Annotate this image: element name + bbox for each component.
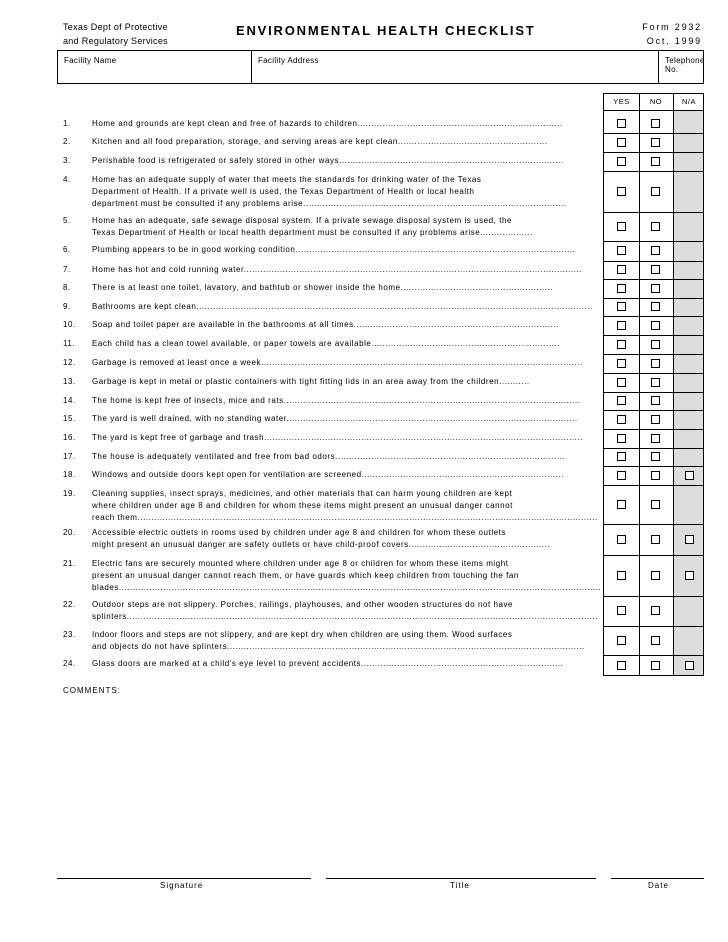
- yes-checkbox[interactable]: [617, 500, 626, 509]
- yes-checkbox[interactable]: [617, 284, 626, 293]
- item-text: Windows and outside doors kept open for ventilation are screened.........................................................................: [92, 470, 564, 479]
- item-number: 8.: [63, 283, 71, 292]
- facility-address-field[interactable]: [252, 51, 659, 83]
- row-divider: [604, 626, 703, 627]
- yes-checkbox[interactable]: [617, 606, 626, 615]
- row-divider: [604, 466, 703, 467]
- row-divider: [604, 392, 703, 393]
- telephone-field[interactable]: [659, 51, 705, 83]
- item-number: 7.: [63, 265, 71, 274]
- yes-checkbox[interactable]: [617, 187, 626, 196]
- row-divider: [604, 261, 703, 262]
- na-checkbox[interactable]: [685, 535, 694, 544]
- form-date: Oct. 1999: [646, 36, 702, 46]
- no-checkbox[interactable]: [651, 571, 660, 580]
- item-number: 18.: [63, 470, 76, 479]
- signature-label: Signature: [160, 881, 204, 890]
- item-text: Garbage is removed at least once a week....................................................................................................................: [92, 358, 583, 367]
- item-number: 15.: [63, 414, 76, 423]
- item-number: 10.: [63, 320, 76, 329]
- no-checkbox[interactable]: [651, 284, 660, 293]
- item-number: 4.: [63, 175, 71, 184]
- no-checkbox[interactable]: [651, 321, 660, 330]
- row-divider: [604, 279, 703, 280]
- item-text: Electric fans are securely mounted where children under age 8 or children for whom these items might present an unusual danger cannot reach them, or have guards which keep children from touching the fan blades..............................................................................................................................................................................: [92, 559, 602, 592]
- item-number: 20.: [63, 528, 76, 537]
- yes-checkbox[interactable]: [617, 157, 626, 166]
- no-checkbox[interactable]: [651, 661, 660, 670]
- item-text: Bathrooms are kept clean...............................................................................................................................................: [92, 302, 593, 311]
- facility-name-field[interactable]: [58, 51, 252, 83]
- row-divider: [604, 596, 703, 597]
- item-number: 19.: [63, 489, 76, 498]
- yes-checkbox[interactable]: [617, 378, 626, 387]
- row-divider: [604, 316, 703, 317]
- na-column-shade: [673, 111, 703, 675]
- no-checkbox[interactable]: [651, 396, 660, 405]
- signature-line[interactable]: [57, 878, 311, 879]
- title-line[interactable]: [326, 878, 596, 879]
- row-divider: [604, 429, 703, 430]
- yes-checkbox[interactable]: [617, 434, 626, 443]
- yes-checkbox[interactable]: [617, 138, 626, 147]
- no-checkbox[interactable]: [651, 222, 660, 231]
- date-label: Date: [648, 881, 669, 890]
- item-text: The home is kept free of insects, mice and rats...........................................................................................................: [92, 396, 581, 405]
- item-text: The house is adequately ventilated and free from bad odors...................................................................................: [92, 452, 566, 461]
- na-checkbox[interactable]: [685, 661, 694, 670]
- item-text: Cleaning supplies, insect sprays, medicines, and other materials that can harm young children are kept where children under age 8 and children for whom these items might present an unusual danger cannot reach them......................................................................................................................................................................: [92, 489, 598, 522]
- item-text: Each child has a clean towel available, or paper towels are available....................................................................: [92, 339, 560, 348]
- item-text: The yard is well drained, with no standing water.........................................................................................................: [92, 414, 578, 423]
- row-divider: [604, 133, 703, 134]
- yes-checkbox[interactable]: [617, 321, 626, 330]
- no-checkbox[interactable]: [651, 187, 660, 196]
- no-checkbox[interactable]: [651, 434, 660, 443]
- row-divider: [604, 298, 703, 299]
- item-number: 12.: [63, 358, 76, 367]
- facility-address-label: Facility Address: [258, 56, 319, 65]
- yes-checkbox[interactable]: [617, 265, 626, 274]
- na-column-header: N/A: [681, 97, 696, 106]
- item-number: 16.: [63, 433, 76, 442]
- form-number: [642, 20, 702, 48]
- agency-line-1: Texas Dept of Protective: [63, 22, 168, 32]
- row-divider: [604, 410, 703, 411]
- yes-checkbox[interactable]: [617, 396, 626, 405]
- column-divider: [673, 94, 674, 675]
- no-checkbox[interactable]: [651, 415, 660, 424]
- yes-checkbox[interactable]: [617, 222, 626, 231]
- yes-checkbox[interactable]: [617, 471, 626, 480]
- header-divider: [604, 110, 703, 111]
- item-text: Plumbing appears to be in good working condition.....................................................................................................: [92, 245, 576, 254]
- yes-checkbox[interactable]: [617, 119, 626, 128]
- yes-checkbox[interactable]: [617, 359, 626, 368]
- item-number: 3.: [63, 156, 71, 165]
- item-text: Accessible electric outlets in rooms used by children under age 8 and children for whom these outlets might present an unusual danger are safety outlets or have child-proof covers...................................................: [92, 528, 551, 549]
- no-checkbox[interactable]: [651, 157, 660, 166]
- facility-info-box: [57, 50, 704, 84]
- yes-checkbox[interactable]: [617, 340, 626, 349]
- item-text: Home and grounds are kept clean and free of hazards to children..........................................................................: [92, 119, 563, 128]
- facility-name-label: Facility Name: [64, 56, 117, 65]
- page-title: ENVIRONMENTAL HEALTH CHECKLIST: [236, 23, 536, 38]
- row-divider: [604, 152, 703, 153]
- row-divider: [604, 212, 703, 213]
- row-divider: [604, 241, 703, 242]
- form-number-text: Form 2932: [642, 22, 702, 32]
- item-number: 24.: [63, 659, 76, 668]
- yes-column-header: YES: [613, 97, 630, 106]
- item-number: 13.: [63, 377, 76, 386]
- agency-name: [63, 20, 168, 48]
- yes-checkbox[interactable]: [617, 246, 626, 255]
- item-text: Home has hot and cold running water..........................................................................................................................: [92, 265, 583, 274]
- item-text: Garbage is kept in metal or plastic containers with tight fitting lids in an area away from the children...........: [92, 377, 530, 386]
- row-divider: [604, 354, 703, 355]
- comments-label: COMMENTS:: [63, 686, 121, 695]
- column-divider: [639, 94, 640, 675]
- no-checkbox[interactable]: [651, 606, 660, 615]
- no-checkbox[interactable]: [651, 246, 660, 255]
- item-number: 5.: [63, 216, 71, 225]
- checkbox-table: [603, 93, 704, 676]
- yes-checkbox[interactable]: [617, 302, 626, 311]
- item-number: 17.: [63, 452, 76, 461]
- item-number: 14.: [63, 396, 76, 405]
- item-number: 11.: [63, 339, 76, 348]
- na-checkbox[interactable]: [685, 471, 694, 480]
- row-divider: [604, 171, 703, 172]
- no-checkbox[interactable]: [651, 359, 660, 368]
- row-divider: [604, 373, 703, 374]
- no-checkbox[interactable]: [651, 636, 660, 645]
- no-column-header: NO: [649, 97, 663, 106]
- item-text: Glass doors are marked at a child's eye level to prevent accidents.........................................................................: [92, 659, 564, 668]
- na-checkbox[interactable]: [685, 571, 694, 580]
- no-checkbox[interactable]: [651, 378, 660, 387]
- item-number: 9.: [63, 302, 71, 311]
- yes-checkbox[interactable]: [617, 571, 626, 580]
- row-divider: [604, 524, 703, 525]
- item-text: Kitchen and all food preparation, storage, and serving areas are kept clean......................................................: [92, 137, 548, 146]
- item-text: Home has an adequate, safe sewage disposal system. If a private sewage disposal system is used, the Texas Department of Health or local health department must be consulted if any problems arise...................: [92, 216, 533, 237]
- telephone-label: Telephone No.: [665, 56, 705, 74]
- item-text: Home has an adequate supply of water that meets the standards for drinking water of the Texas Department of Health. If a private well is used, the Texas Department of Health or local health department must be consulted if any problems arise...............................................................................................: [92, 175, 567, 208]
- yes-checkbox[interactable]: [617, 661, 626, 670]
- row-divider: [604, 335, 703, 336]
- row-divider: [604, 655, 703, 656]
- row-divider: [604, 485, 703, 486]
- agency-line-2: and Regulatory Services: [63, 36, 168, 46]
- item-number: 6.: [63, 245, 71, 254]
- item-number: 2.: [63, 137, 71, 146]
- no-checkbox[interactable]: [651, 119, 660, 128]
- item-text: Perishable food is refrigerated or safely stored in other ways.................................................................................: [92, 156, 564, 165]
- no-checkbox[interactable]: [651, 138, 660, 147]
- no-checkbox[interactable]: [651, 471, 660, 480]
- date-line[interactable]: [611, 878, 704, 879]
- no-checkbox[interactable]: [651, 340, 660, 349]
- item-text: Outdoor steps are not slippery. Porches, railings, playhouses, and other wooden structures do not have splinters..........................................................................................................................................................................: [92, 600, 599, 621]
- yes-checkbox[interactable]: [617, 452, 626, 461]
- yes-checkbox[interactable]: [617, 415, 626, 424]
- item-number: 1.: [63, 119, 71, 128]
- no-checkbox[interactable]: [651, 265, 660, 274]
- item-text: Indoor floors and steps are not slippery, and are kept dry when children are using them. Wood surfaces and objects do not have splinters.................................................................................................................................: [92, 630, 585, 651]
- item-text: There is at least one toilet, lavatory, and bathtub or shower inside the home.......................................................: [92, 283, 554, 292]
- item-number: 22.: [63, 600, 76, 609]
- row-divider: [604, 555, 703, 556]
- item-text: Soap and toilet paper are available in the bathrooms at all times..........................................................................: [92, 320, 559, 329]
- no-checkbox[interactable]: [651, 302, 660, 311]
- yes-checkbox[interactable]: [617, 535, 626, 544]
- item-number: 23.: [63, 630, 76, 639]
- row-divider: [604, 448, 703, 449]
- yes-checkbox[interactable]: [617, 636, 626, 645]
- item-number: 21.: [63, 559, 76, 568]
- title-label: Title: [450, 881, 470, 890]
- item-text: The yard is kept free of garbage and trash...................................................................................................................: [92, 433, 583, 442]
- no-checkbox[interactable]: [651, 535, 660, 544]
- no-checkbox[interactable]: [651, 452, 660, 461]
- no-checkbox[interactable]: [651, 500, 660, 509]
